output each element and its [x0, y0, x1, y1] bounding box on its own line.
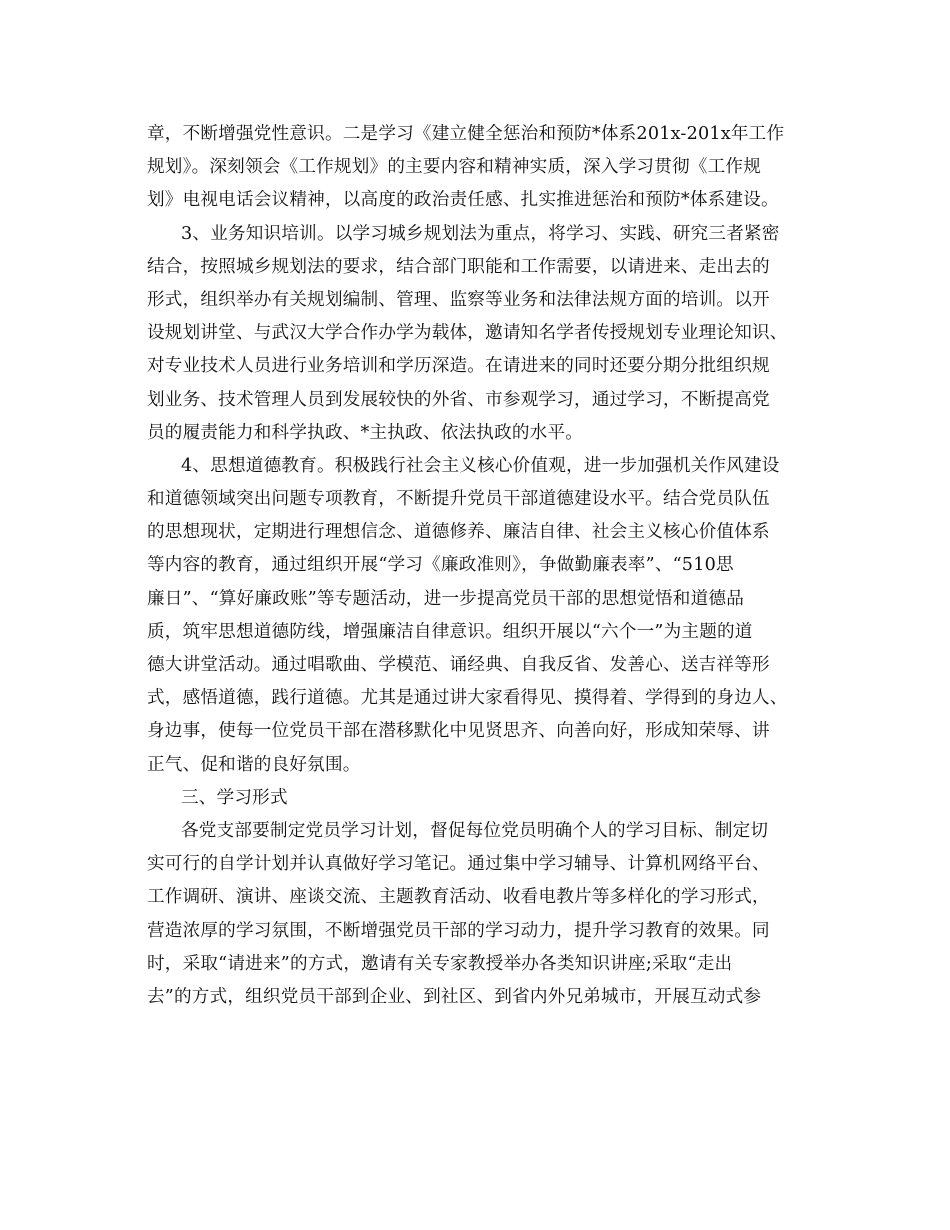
- text-line: 的思想现状，定期进行理想信念、道德修养、廉洁自律、社会主义核心价值体系: [147, 522, 770, 543]
- text-line: 员的履责能力和科学执政、*主执政、依法执政的水平。: [147, 422, 584, 443]
- paragraph-start-line: 各党支部要制定党员学习计划，督促每位党员明确个人的学习目标、制定切: [181, 820, 769, 841]
- text-line: 结合，按照城乡规划法的要求，结合部门职能和工作需要，以请进来、走出去的: [147, 256, 770, 277]
- text-line: 实可行的自学计划并认真做好学习笔记。通过集中学习辅导、计算机网络平台、: [147, 854, 770, 875]
- text-line: 划》电视电话会议精神，以高度的政治责任感、扎实推进惩治和预防*体系建设。: [147, 190, 779, 211]
- text-line: 划业务、技术管理人员到发展较快的外省、市参观学习，通过学习，不断提高党: [147, 389, 770, 410]
- document-body: [147, 118, 807, 1014]
- text-line: 形式，组织举办有关规划编制、管理、监察等业务和法律法规方面的培训。以开: [147, 289, 770, 310]
- section-heading: 三、学习形式: [181, 787, 288, 808]
- text-line: 工作调研、演讲、座谈交流、主题教育活动、收看电教片等多样化的学习形式，: [147, 887, 770, 908]
- text-line: 去”的方式，组织党员干部到企业、到社区、到省内外兄弟城市，开展互动式参: [147, 986, 762, 1007]
- text-line: 正气、促和谐的良好氛围。: [147, 754, 361, 775]
- text-line: 和道德领域突出问题专项教育，不断提升党员干部道德建设水平。结合党员队伍: [147, 489, 770, 510]
- text-line: 对专业技术人员进行业务培训和学历深造。在请进来的同时还要分期分批组织规: [147, 356, 770, 377]
- text-line: 德大讲堂活动。通过唱歌曲、学模范、诵经典、自我反省、发善心、送吉祥等形: [147, 655, 770, 675]
- text-line: 廉日”、“算好廉政账”等专题活动，进一步提高党员干部的思想觉悟和道德品: [147, 588, 744, 609]
- paragraph-start-line: 3、业务知识培训。以学习城乡规划法为重点，将学习、实践、研究三者紧密: [181, 223, 780, 244]
- text-line: 式，感悟道德，践行道德。尤其是通过讲大家看得见、摸得着、学得到的身边人、: [147, 688, 788, 709]
- paragraph-start-line: 4、思想道德教育。积极践行社会主义核心价值观，进一步加强机关作风建设: [181, 455, 780, 476]
- text-line: 时，采取“请进来”的方式，邀请有关专家教授举办各类知识讲座;采取“走出: [147, 953, 733, 974]
- text-line: 营造浓厚的学习氛围，不断增强党员干部的学习动力，提升学习教育的效果。同: [147, 920, 770, 941]
- text-line: 身边事，使每一位党员干部在潜移默化中见贤思齐、向善向好，形成知荣辱、讲: [147, 721, 770, 742]
- text-line: 等内容的教育，通过组织开展“学习《廉政准则》，争做勤廉表率”、“510思: [147, 555, 734, 576]
- text-line: 章，不断增强党性意识。二是学习《建立健全惩治和预防*体系201x-201x年工作: [147, 124, 785, 144]
- text-line: 规划》。深刻领会《工作规划》的主要内容和精神实质，深入学习贯彻《工作规: [147, 157, 761, 178]
- text-line: 质，筑牢思想道德防线，增强廉洁自律意识。组织开展以“六个一”为主题的道: [147, 621, 753, 642]
- text-line: 设规划讲堂、与武汉大学合作办学为载体，邀请知名学者传授规划专业理论知识、: [147, 323, 788, 344]
